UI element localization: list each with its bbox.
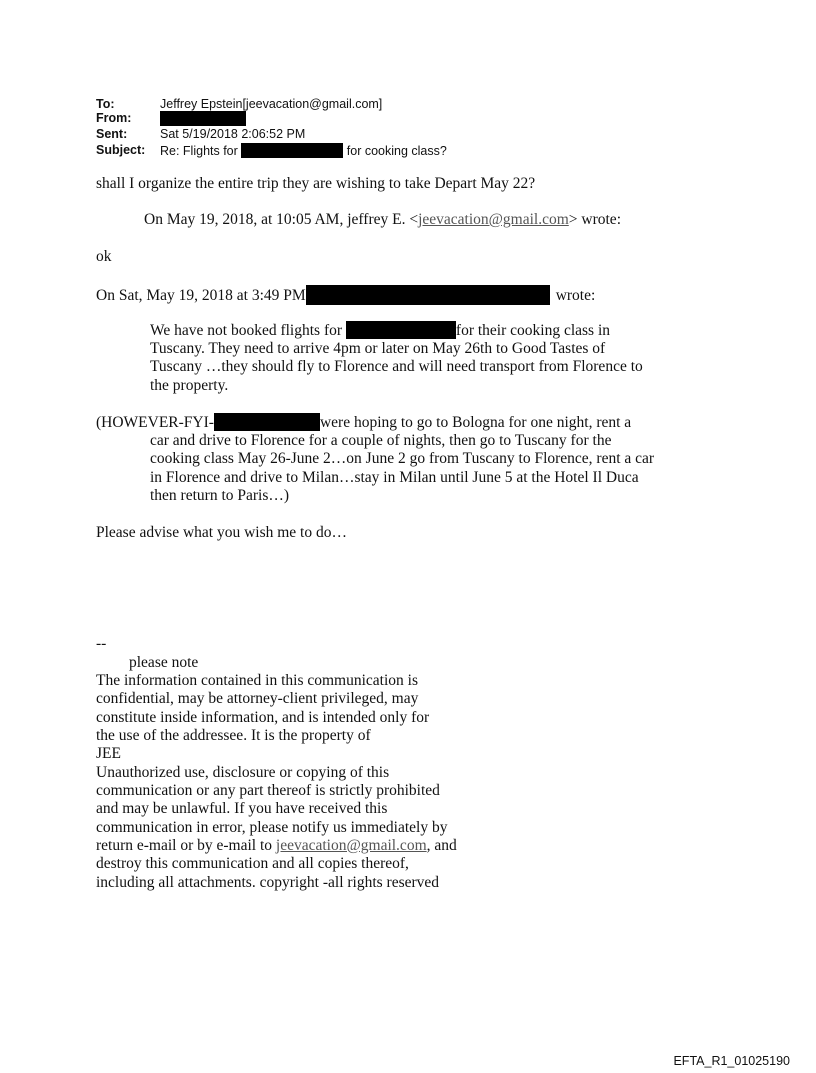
para2-line-5: then return to Paris…) — [150, 487, 290, 504]
disclaimer-line: communication or any part thereof is strictly prohibited — [96, 782, 440, 799]
advise-line: Please advise what you wish me to do… — [96, 524, 347, 541]
sent-label: Sent: — [96, 127, 128, 141]
disclaimer-line: Unauthorized use, disclosure or copying of this — [96, 764, 390, 781]
disclaimer-line: return e-mail or by e-mail to jeevacation@gmail.com, and — [96, 837, 457, 854]
para2-line-2: car and drive to Florence for a couple of nights, then go to Tuscany for the — [150, 432, 612, 449]
sent-value: Sat 5/19/2018 2:06:52 PM — [160, 127, 306, 141]
disclaimer-line: including all attachments. copyright -all rights reserved — [96, 874, 440, 891]
redaction-block — [160, 111, 246, 126]
para1-line-1: We have not booked flights for for their cooking class in — [150, 322, 611, 339]
para1-line-4: the property. — [150, 377, 229, 394]
disclaimer-line: and may be unlawful. If you have received this — [96, 800, 388, 817]
signature-dashes: -- — [96, 635, 107, 652]
redaction-block — [306, 285, 550, 305]
on-sat-line: On Sat, May 19, 2018 at 3:49 PM wrote: — [96, 287, 596, 304]
ok-line: ok — [96, 248, 112, 265]
disclaimer-line: constitute inside information, and is intended only for — [96, 709, 430, 726]
subject-suffix: for cooking class? — [346, 144, 447, 158]
subject-prefix: Re: Flights for — [160, 144, 238, 158]
to-value: Jeffrey Epstein[jeevacation@gmail.com] — [160, 97, 383, 111]
redaction-block — [214, 413, 320, 431]
subject-label: Subject: — [96, 143, 146, 157]
quote-intro: On May 19, 2018, at 10:05 AM, jeffrey E. <jeevacation@gmail.com> wrote: — [144, 211, 621, 228]
para2-line-4: in Florence and drive to Milan…stay in Milan until June 5 at the Hotel Il Duca — [150, 469, 639, 486]
disclaimer-line: communication in error, please notify us immediately by — [96, 819, 448, 836]
redaction-block — [346, 321, 456, 339]
para1-line-2: Tuscany. They need to arrive 4pm or later on May 26th to Good Tastes of — [150, 340, 606, 357]
email-link[interactable]: jeevacation@gmail.com — [275, 837, 427, 854]
disclaimer-line: JEE — [96, 745, 121, 762]
to-label: To: — [96, 97, 115, 111]
disclaimer-line: The information contained in this communication is — [96, 672, 418, 689]
redaction-block — [241, 143, 343, 158]
para2-line-3: cooking class May 26-June 2…on June 2 go from Tuscany to Florence, rent a car — [150, 450, 655, 467]
body-line-1: shall I organize the entire trip they are wishing to take Depart May 22? — [96, 175, 536, 192]
email-link[interactable]: jeevacation@gmail.com — [418, 211, 569, 228]
para2-line-1: (HOWEVER-FYI- were hoping to go to Bologna for one night, rent a — [96, 414, 632, 431]
from-label: From: — [96, 111, 132, 125]
disclaimer-line: the use of the addressee. It is the property of — [96, 727, 371, 744]
disclaimer-line: destroy this communication and all copies thereof, — [96, 855, 409, 872]
document-id: EFTA_R1_01025190 — [673, 1054, 790, 1068]
disclaimer-line: confidential, may be attorney-client privileged, may — [96, 690, 419, 707]
para1-line-3: Tuscany …they should fly to Florence and will need transport from Florence to — [150, 358, 643, 375]
signature-note: please note — [129, 654, 199, 671]
